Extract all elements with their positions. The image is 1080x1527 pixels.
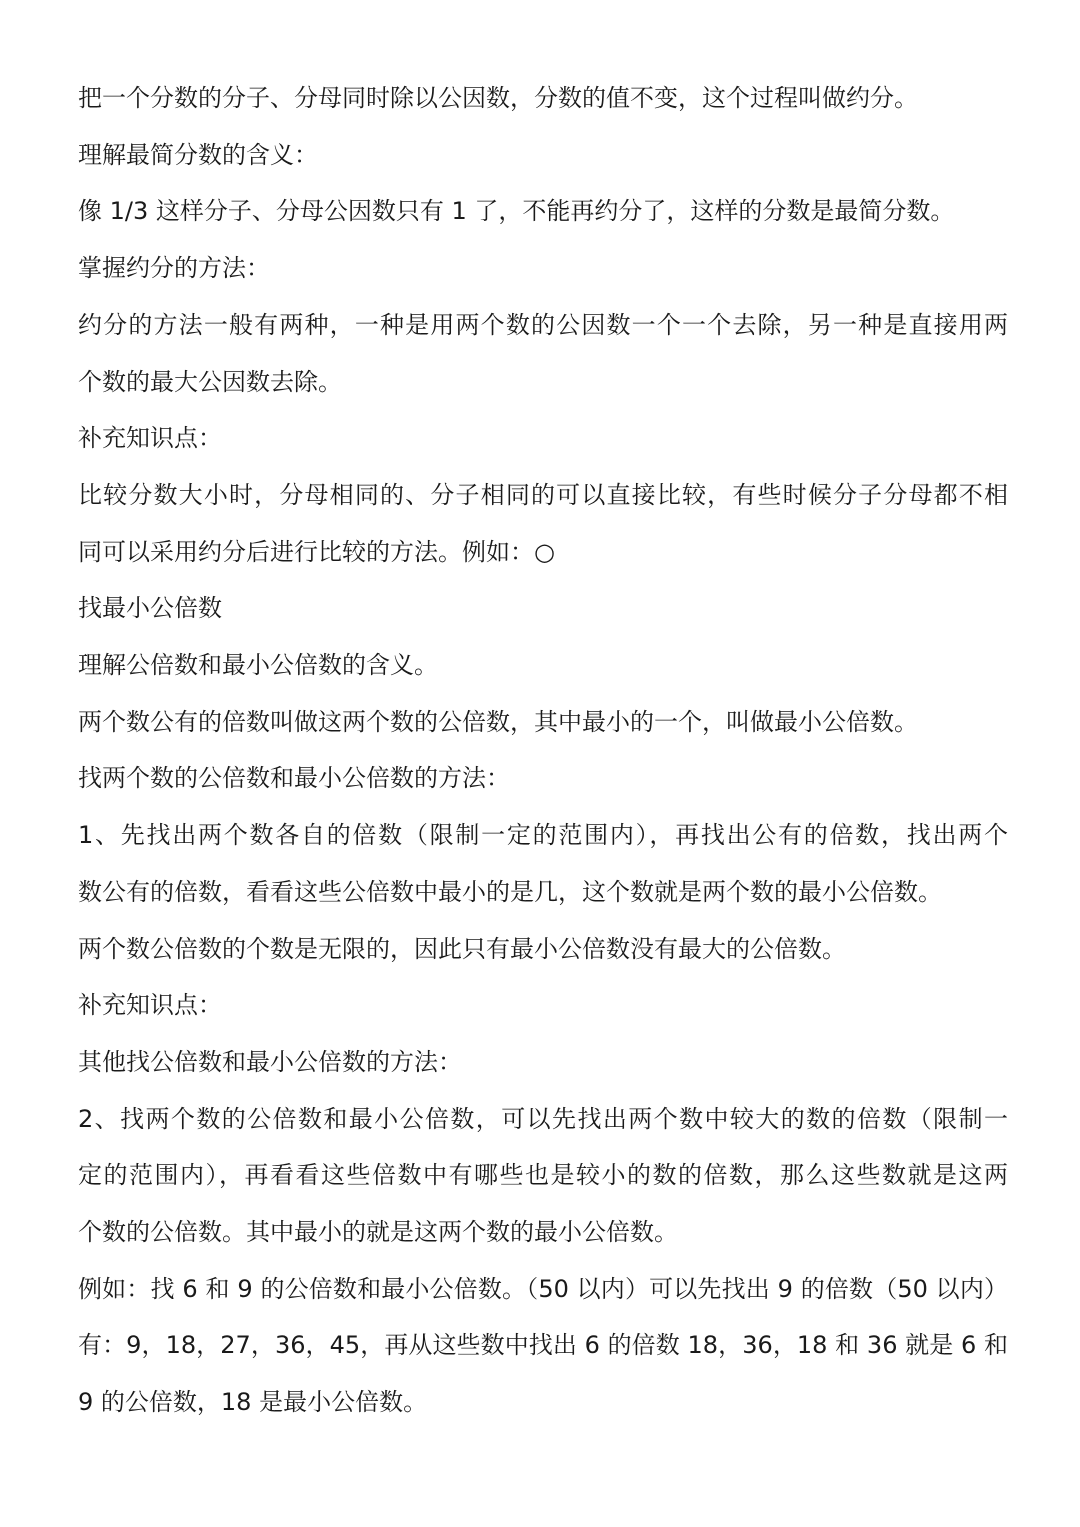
text-line-supplement-heading-2: 补充知识点： <box>78 991 222 1020</box>
text-line-lcm-method-heading: 找两个数的公倍数和最小公倍数的方法： <box>78 764 510 793</box>
text-line-reduction-method-heading: 掌握约分的方法： <box>78 254 270 283</box>
text-line-simplest-fraction-heading: 理解最简分数的含义： <box>78 140 318 169</box>
text-line-lcm-meaning-heading: 理解公倍数和最小公倍数的含义。 <box>78 651 438 680</box>
text-line-reduction-method-2: 个数的最大公因数去除。 <box>78 367 342 396</box>
text-line-example-1: 例如：找 6 和 9 的公倍数和最小公倍数。（50 以内）可以先找出 9 的倍数（50 以内） <box>78 1274 1008 1303</box>
text-line-lcm-heading: 找最小公倍数 <box>78 594 222 623</box>
text-line-compare-fractions-2: 同可以采用约分后进行比较的方法。例如：○ <box>78 537 555 566</box>
text-line-lcm-definition: 两个数公有的倍数叫做这两个数的公倍数，其中最小的一个，叫做最小公倍数。 <box>78 707 918 736</box>
text-line-lcm-method-1a: 1、先找出两个数各自的倍数（限制一定的范围内），再找出公有的倍数，找出两个 <box>78 821 1008 850</box>
text-line-other-methods-heading: 其他找公倍数和最小公倍数的方法： <box>78 1047 462 1076</box>
document-body <box>78 70 1008 1431</box>
text-line-common-multiples-infinite: 两个数公倍数的个数是无限的，因此只有最小公倍数没有最大的公倍数。 <box>78 934 846 963</box>
text-line-lcm-method-2c: 个数的公倍数。其中最小的就是这两个数的最小公倍数。 <box>78 1218 678 1247</box>
text-line-example-3: 9 的公倍数，18 是最小公倍数。 <box>78 1388 428 1417</box>
text-line-reduction-definition: 把一个分数的分子、分母同时除以公因数，分数的值不变，这个过程叫做约分。 <box>78 84 918 112</box>
text-line-compare-fractions-1: 比较分数大小时，分母相同的、分子相同的可以直接比较，有些时候分子分母都不相 <box>78 480 1008 509</box>
text-line-reduction-method-1: 约分的方法一般有两种，一种是用两个数的公因数一个一个去除，另一种是直接用两 <box>78 310 1008 339</box>
text-line-lcm-method-2a: 2、找两个数的公倍数和最小公倍数，可以先找出两个数中较大的数的倍数（限制一 <box>78 1104 1008 1133</box>
text-line-example-2: 有：9，18，27，36，45，再从这些数中找出 6 的倍数 18，36，18 和 36 就是 6 和 <box>78 1331 1008 1360</box>
text-line-lcm-method-1b: 数公有的倍数，看看这些公倍数中最小的是几，这个数就是两个数的最小公倍数。 <box>78 877 942 906</box>
text-line-simplest-fraction-definition: 像 1/3 这样分子、分母公因数只有 1 了，不能再约分了，这样的分数是最简分数。 <box>78 197 955 226</box>
text-line-lcm-method-2b: 定的范围内），再看看这些倍数中有哪些也是较小的数的倍数，那么这些数就是这两 <box>78 1161 1008 1190</box>
text-line-supplement-heading-1: 补充知识点： <box>78 424 222 453</box>
